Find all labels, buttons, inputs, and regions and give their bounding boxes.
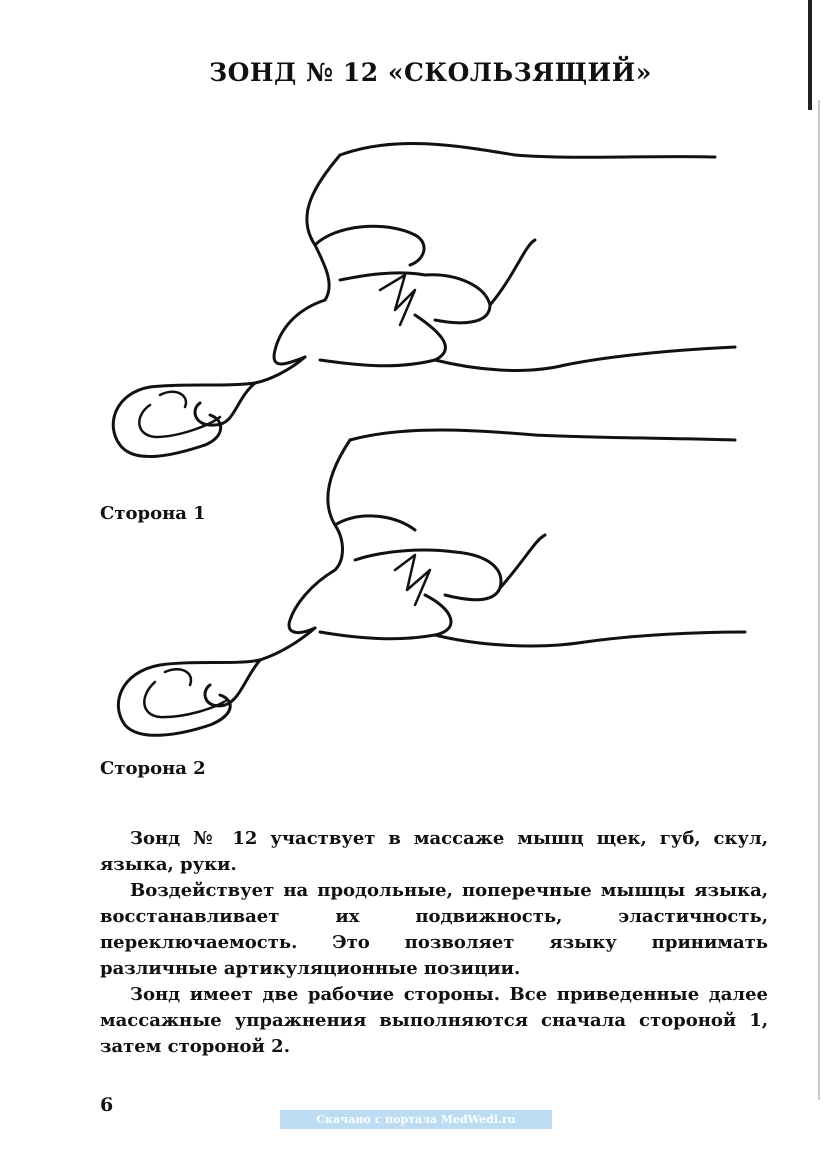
paragraph: Воздействует на продольные, поперечные мышцы языка, восстанавливает их подвижность, эластичность, переключаемость. Это позволяет языку принимать различные артикуляционные позиции.	[100, 880, 768, 979]
page-number: 6	[100, 1094, 114, 1116]
page-title: ЗОНД № 12 «СКОЛЬЗЯЩИЙ»	[209, 58, 652, 87]
paragraph: Зонд № 12 участвует в массаже мышц щек, губ, скул, языка, руки.	[100, 828, 768, 875]
figure-caption-side-2: Сторона 2	[100, 758, 206, 779]
figure-side-2	[95, 420, 755, 755]
hand-holding-probe-illustration	[95, 420, 755, 755]
figure-caption-side-1: Сторона 1	[100, 503, 206, 524]
paragraph: Зонд имеет две рабочие стороны. Все приведенные далее массажные упражнения выполняются сначала стороной 1, затем стороной 2.	[100, 984, 768, 1057]
body-text	[100, 826, 768, 1060]
watermark: Скачано с портала MedWedi.ru	[280, 1110, 552, 1129]
scan-edge-shadow	[818, 100, 820, 1100]
scan-edge	[808, 0, 812, 110]
